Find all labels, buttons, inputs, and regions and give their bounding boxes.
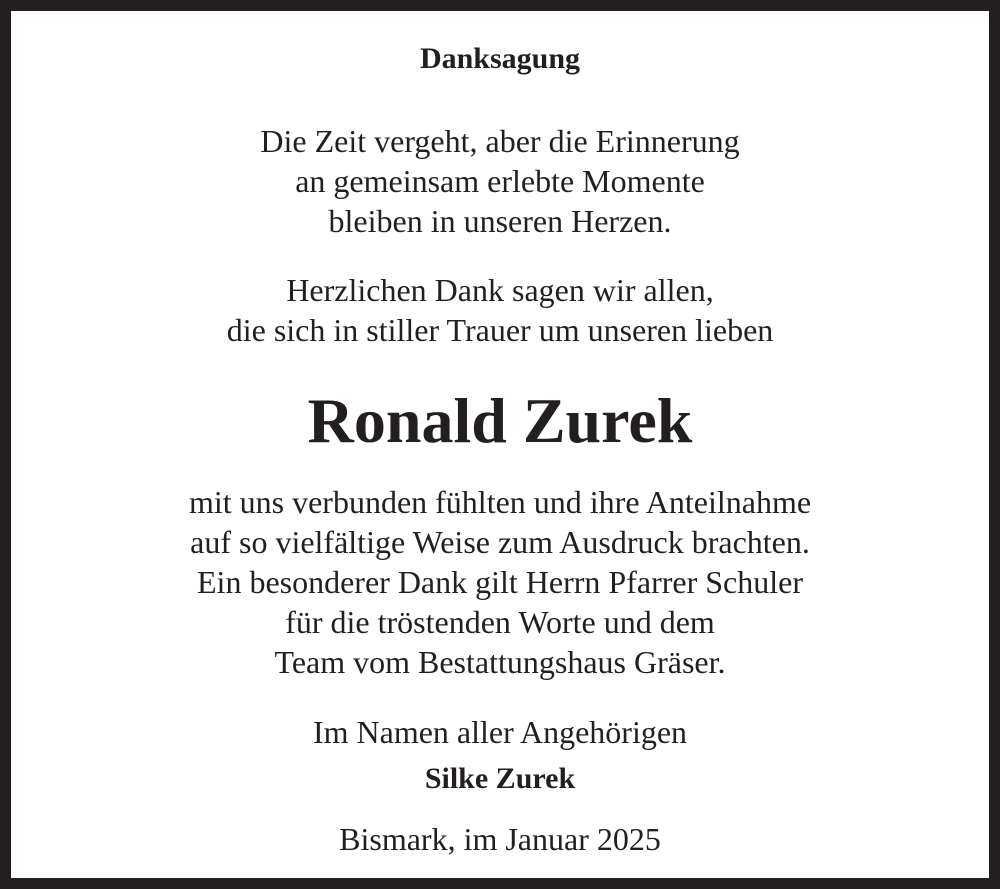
body-line: Ein besonderer Dank gilt Herrn Pfarrer Schuler <box>197 564 803 600</box>
deceased-name: Ronald Zurek <box>307 385 693 456</box>
body-line: für die tröstenden Worte und dem <box>285 604 715 640</box>
thanks-intro <box>11 270 989 350</box>
body-line: mit uns verbunden fühlten und ihre Anteilnahme <box>188 484 812 520</box>
motto-verse <box>11 121 989 241</box>
signoff-lead <box>11 712 989 752</box>
signoff-line: Im Namen aller Angehörigen <box>312 714 688 750</box>
notice-title: Danksagung <box>419 42 581 75</box>
place-date-line: Bismark, im Januar 2025 <box>339 821 661 857</box>
place-date <box>11 819 989 859</box>
thanks-body <box>11 482 989 682</box>
thanks-line: die sich in stiller Trauer um unseren lieben <box>226 312 774 348</box>
body-line: Team vom Bestattungshaus Gräser. <box>274 644 726 680</box>
body-line: auf so vielfältige Weise zum Ausdruck brachten. <box>190 524 810 560</box>
motto-line: bleiben in unseren Herzen. <box>328 203 672 239</box>
motto-line: Die Zeit vergeht, aber die Erinnerung <box>260 123 740 159</box>
thanks-line: Herzlichen Dank sagen wir allen, <box>286 272 714 308</box>
motto-line: an gemeinsam erlebte Momente <box>295 163 705 199</box>
signer-name: Silke Zurek <box>424 762 576 795</box>
